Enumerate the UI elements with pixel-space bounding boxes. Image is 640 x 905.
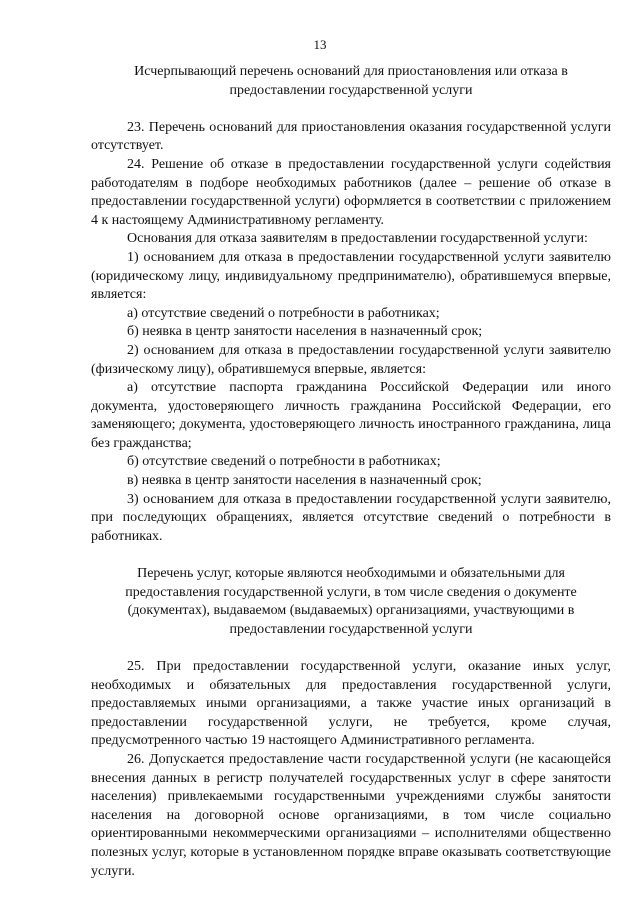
list-item-3: 3) основанием для отказа в предоставлении государственной услуги заявителю, при последующих обращениях, является отсутствие сведений о потребности в работниках. (91, 491, 611, 544)
list-item-2a: а) отсутствие паспорта гражданина Российской Федерации или иного документа, удостоверяющего личность гражданина Российской Федерации, его заменяющего; документа, удостоверяющего личность иностранного гражданина, лица без гражданства; (91, 380, 611, 451)
list-item-2: 2) основанием для отказа в предоставлении государственной услуги заявителю (физическому лицу), обратившемуся впервые, является: (91, 342, 611, 377)
list-item-2c: в) неявка в центр занятости населения в назначенный срок; (127, 473, 482, 489)
paragraph-23: 23. Перечень оснований для приостановления оказания государственной услуги отсутствует. (91, 119, 611, 154)
list-item-1: 1) основанием для отказа в предоставлении государственной услуги заявителю (юридическому лицу, индивидуальному предпринимателю), обратившемуся впервые, является: (91, 249, 611, 303)
section-required-services (91, 658, 611, 881)
paragraph-24: 24. Решение об отказе в предоставлении государственной услуги содействия работодателям в подборе необходимых работников (далее – решение об отказе в предоставлении государственной услуги) оформляется в соответствии с приложением 4 к настоящему Административному регламенту. (91, 156, 611, 228)
section-refusal-grounds (91, 119, 611, 547)
list-item-1a: а) отсутствие сведений о потребности в работниках; (127, 305, 440, 321)
list-item-1b: б) неявка в центр занятости населения в назначенный срок; (127, 324, 483, 340)
paragraph-refusal-intro: Основания для отказа заявителям в предоставлении государственной услуги: (127, 231, 588, 247)
section-heading-required-services: Перечень услуг, которые являются необходимыми и обязательными для предоставления государственной услуги, в том числе сведения о документе (документах), выдаваемом (выдаваемых) организациями, участвующими в предоставлении государственной услуги (125, 566, 577, 637)
section-heading-refusal-grounds: Исчерпывающий перечень оснований для приостановления или отказа в предоставлении государственной услуги (134, 64, 568, 98)
list-item-2b: б) отсутствие сведений о потребности в работниках; (127, 454, 441, 470)
page-number: 13 (313, 37, 327, 52)
paragraph-26: 26. Допускается предоставление части государственной услуги (не касающейся внесения данных в регистр получателей государственных услуг в сфере занятости населения) привлекаемыми государственными учреждениями службы занятости населения на договорной основе организациями, в том числе социально ориентированными некоммерческими организациями – исполнителями общественно полезных услуг, которые в установленном порядке вправе оказывать соответствующие услуги. (91, 751, 611, 879)
page-content (91, 63, 611, 881)
paragraph-25: 25. При предоставлении государственной услуги, оказание иных услуг, необходимых и обязательных для предоставления государственной услуги, предоставляемых иными организациями, а также участие иных организаций в предоставлении государственной услуги, не требуется, кроме случая, предусмотренного частью 19 настоящего Административного регламента. (91, 659, 611, 749)
